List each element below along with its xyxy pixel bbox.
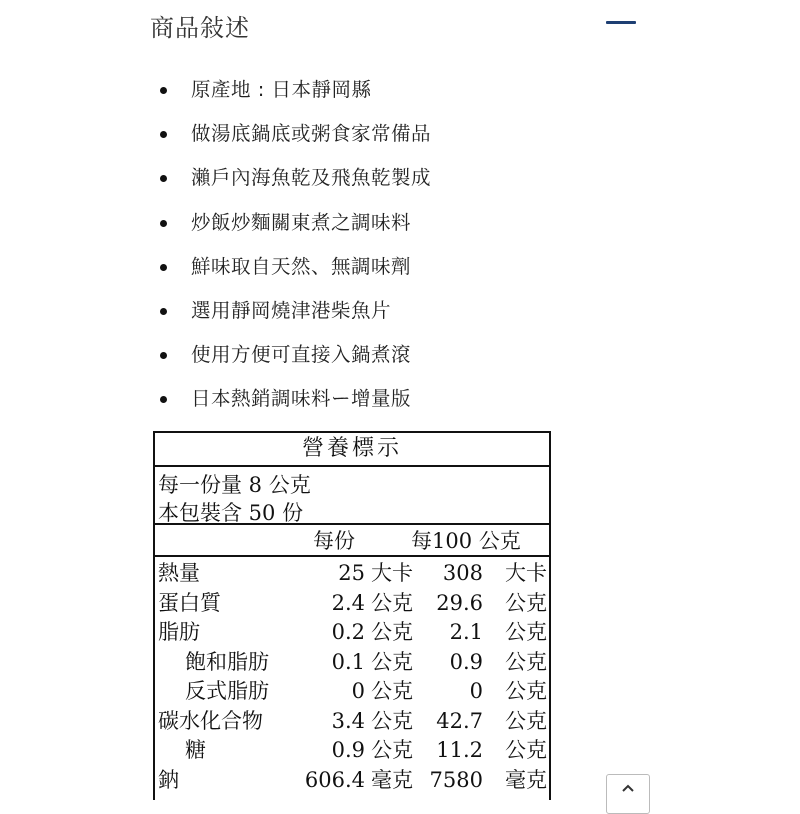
per-100g-value: 0.9 (449, 649, 483, 674)
nutrient-name: 熱量 (158, 561, 200, 585)
per-100g-unit: 公克 (505, 649, 547, 674)
list-item (158, 114, 431, 158)
per-serving-unit: 大卡 (371, 561, 413, 585)
bullet-icon (160, 264, 167, 271)
bullet-icon (160, 175, 167, 182)
bullet-icon (160, 396, 167, 403)
col-per-100g: 每100 公克 (411, 529, 521, 553)
per-100g-value: 29.6 (436, 590, 483, 615)
list-item (158, 335, 431, 379)
chevron-up-icon (621, 783, 635, 793)
per-100g-unit: 大卡 (505, 561, 547, 585)
section-title: 商品敍述 (150, 14, 250, 42)
collapse-minus-icon[interactable] (606, 21, 636, 24)
nutrient-name: 脂肪 (158, 620, 200, 644)
per-100g-unit: 公克 (505, 738, 547, 762)
nutrient-name: 反式脂肪 (185, 679, 269, 703)
nutrition-rows (155, 557, 549, 795)
serving-info (155, 467, 549, 525)
feature-list (158, 70, 431, 424)
bullet-icon (160, 308, 167, 315)
per-100g-unit: 公克 (505, 679, 547, 703)
nutrient-name: 飽和脂肪 (185, 649, 269, 674)
table-row (155, 559, 549, 589)
feature-text: 炒飯炒麵關東煮之調味料 (191, 210, 412, 234)
list-item (158, 291, 431, 335)
nutrient-name: 糖 (185, 738, 206, 762)
table-row (155, 589, 549, 619)
per-100g-unit: 公克 (505, 590, 547, 615)
per-serving-unit: 公克 (371, 649, 413, 674)
table-row (155, 618, 549, 648)
per-100g-value: 308 (442, 561, 483, 585)
per-serving-unit: 公克 (371, 738, 413, 762)
per-100g-value: 0 (469, 679, 483, 703)
per-serving-unit: 公克 (371, 708, 413, 733)
feature-text: 日本熱銷調味料ー增量版 (191, 387, 412, 411)
list-item (158, 70, 431, 114)
list-item (158, 158, 431, 202)
per-serving-unit: 公克 (371, 620, 413, 644)
per-serving-value: 3.4 (331, 708, 365, 733)
per-serving-value: 2.4 (331, 590, 365, 615)
bullet-icon (160, 220, 167, 227)
list-item (158, 203, 431, 247)
nutrition-label-image (153, 431, 551, 800)
table-row (155, 648, 549, 678)
scroll-to-top-button[interactable] (606, 774, 650, 814)
feature-text: 鮮味取自天然、無調味劑 (191, 254, 412, 278)
per-serving-value: 0.9 (331, 738, 365, 762)
table-row (155, 766, 549, 796)
per-100g-value: 2.1 (449, 620, 483, 644)
per-serving-value: 0.1 (331, 649, 365, 674)
table-row (155, 677, 549, 707)
per-serving-unit: 公克 (371, 679, 413, 703)
per-serving-unit: 毫克 (371, 767, 413, 792)
feature-text: 瀨戶內海魚乾及飛魚乾製成 (191, 166, 432, 190)
nutrient-name: 碳水化合物 (158, 708, 263, 733)
bullet-icon (160, 131, 167, 138)
per-serving-unit: 公克 (371, 590, 413, 615)
bullet-icon (160, 352, 167, 359)
feature-text: 做湯底鍋底或粥食家常備品 (191, 122, 432, 146)
nutrient-name: 蛋白質 (158, 590, 221, 615)
per-100g-unit: 毫克 (505, 767, 547, 792)
feature-text: 原產地 : 日本靜岡縣 (191, 78, 372, 101)
col-per-serving: 每份 (313, 529, 355, 553)
bullet-icon (160, 87, 167, 94)
per-100g-value: 7580 (429, 767, 483, 792)
feature-text: 選用靜岡燒津港柴魚片 (191, 298, 392, 322)
per-serving-value: 25 (338, 561, 365, 585)
per-serving-value: 0 (351, 679, 365, 703)
table-row (155, 707, 549, 737)
serving-size: 每一份量 8 公克 (158, 473, 311, 497)
per-serving-value: 606.4 (304, 767, 365, 792)
list-item (158, 379, 431, 423)
feature-text: 使用方便可直接入鍋煮滾 (191, 343, 412, 367)
list-item (158, 247, 431, 291)
table-row (155, 736, 549, 766)
nutrient-name: 鈉 (158, 767, 179, 792)
per-100g-value: 42.7 (436, 708, 483, 733)
nutrition-title: 營養標示 (155, 433, 549, 467)
per-100g-value: 11.2 (436, 738, 483, 762)
per-100g-unit: 公克 (505, 620, 547, 644)
column-header (155, 525, 549, 557)
per-100g-unit: 公克 (505, 708, 547, 733)
servings-per-package: 本包裝含 50 份 (158, 501, 304, 525)
per-serving-value: 0.2 (331, 620, 365, 644)
